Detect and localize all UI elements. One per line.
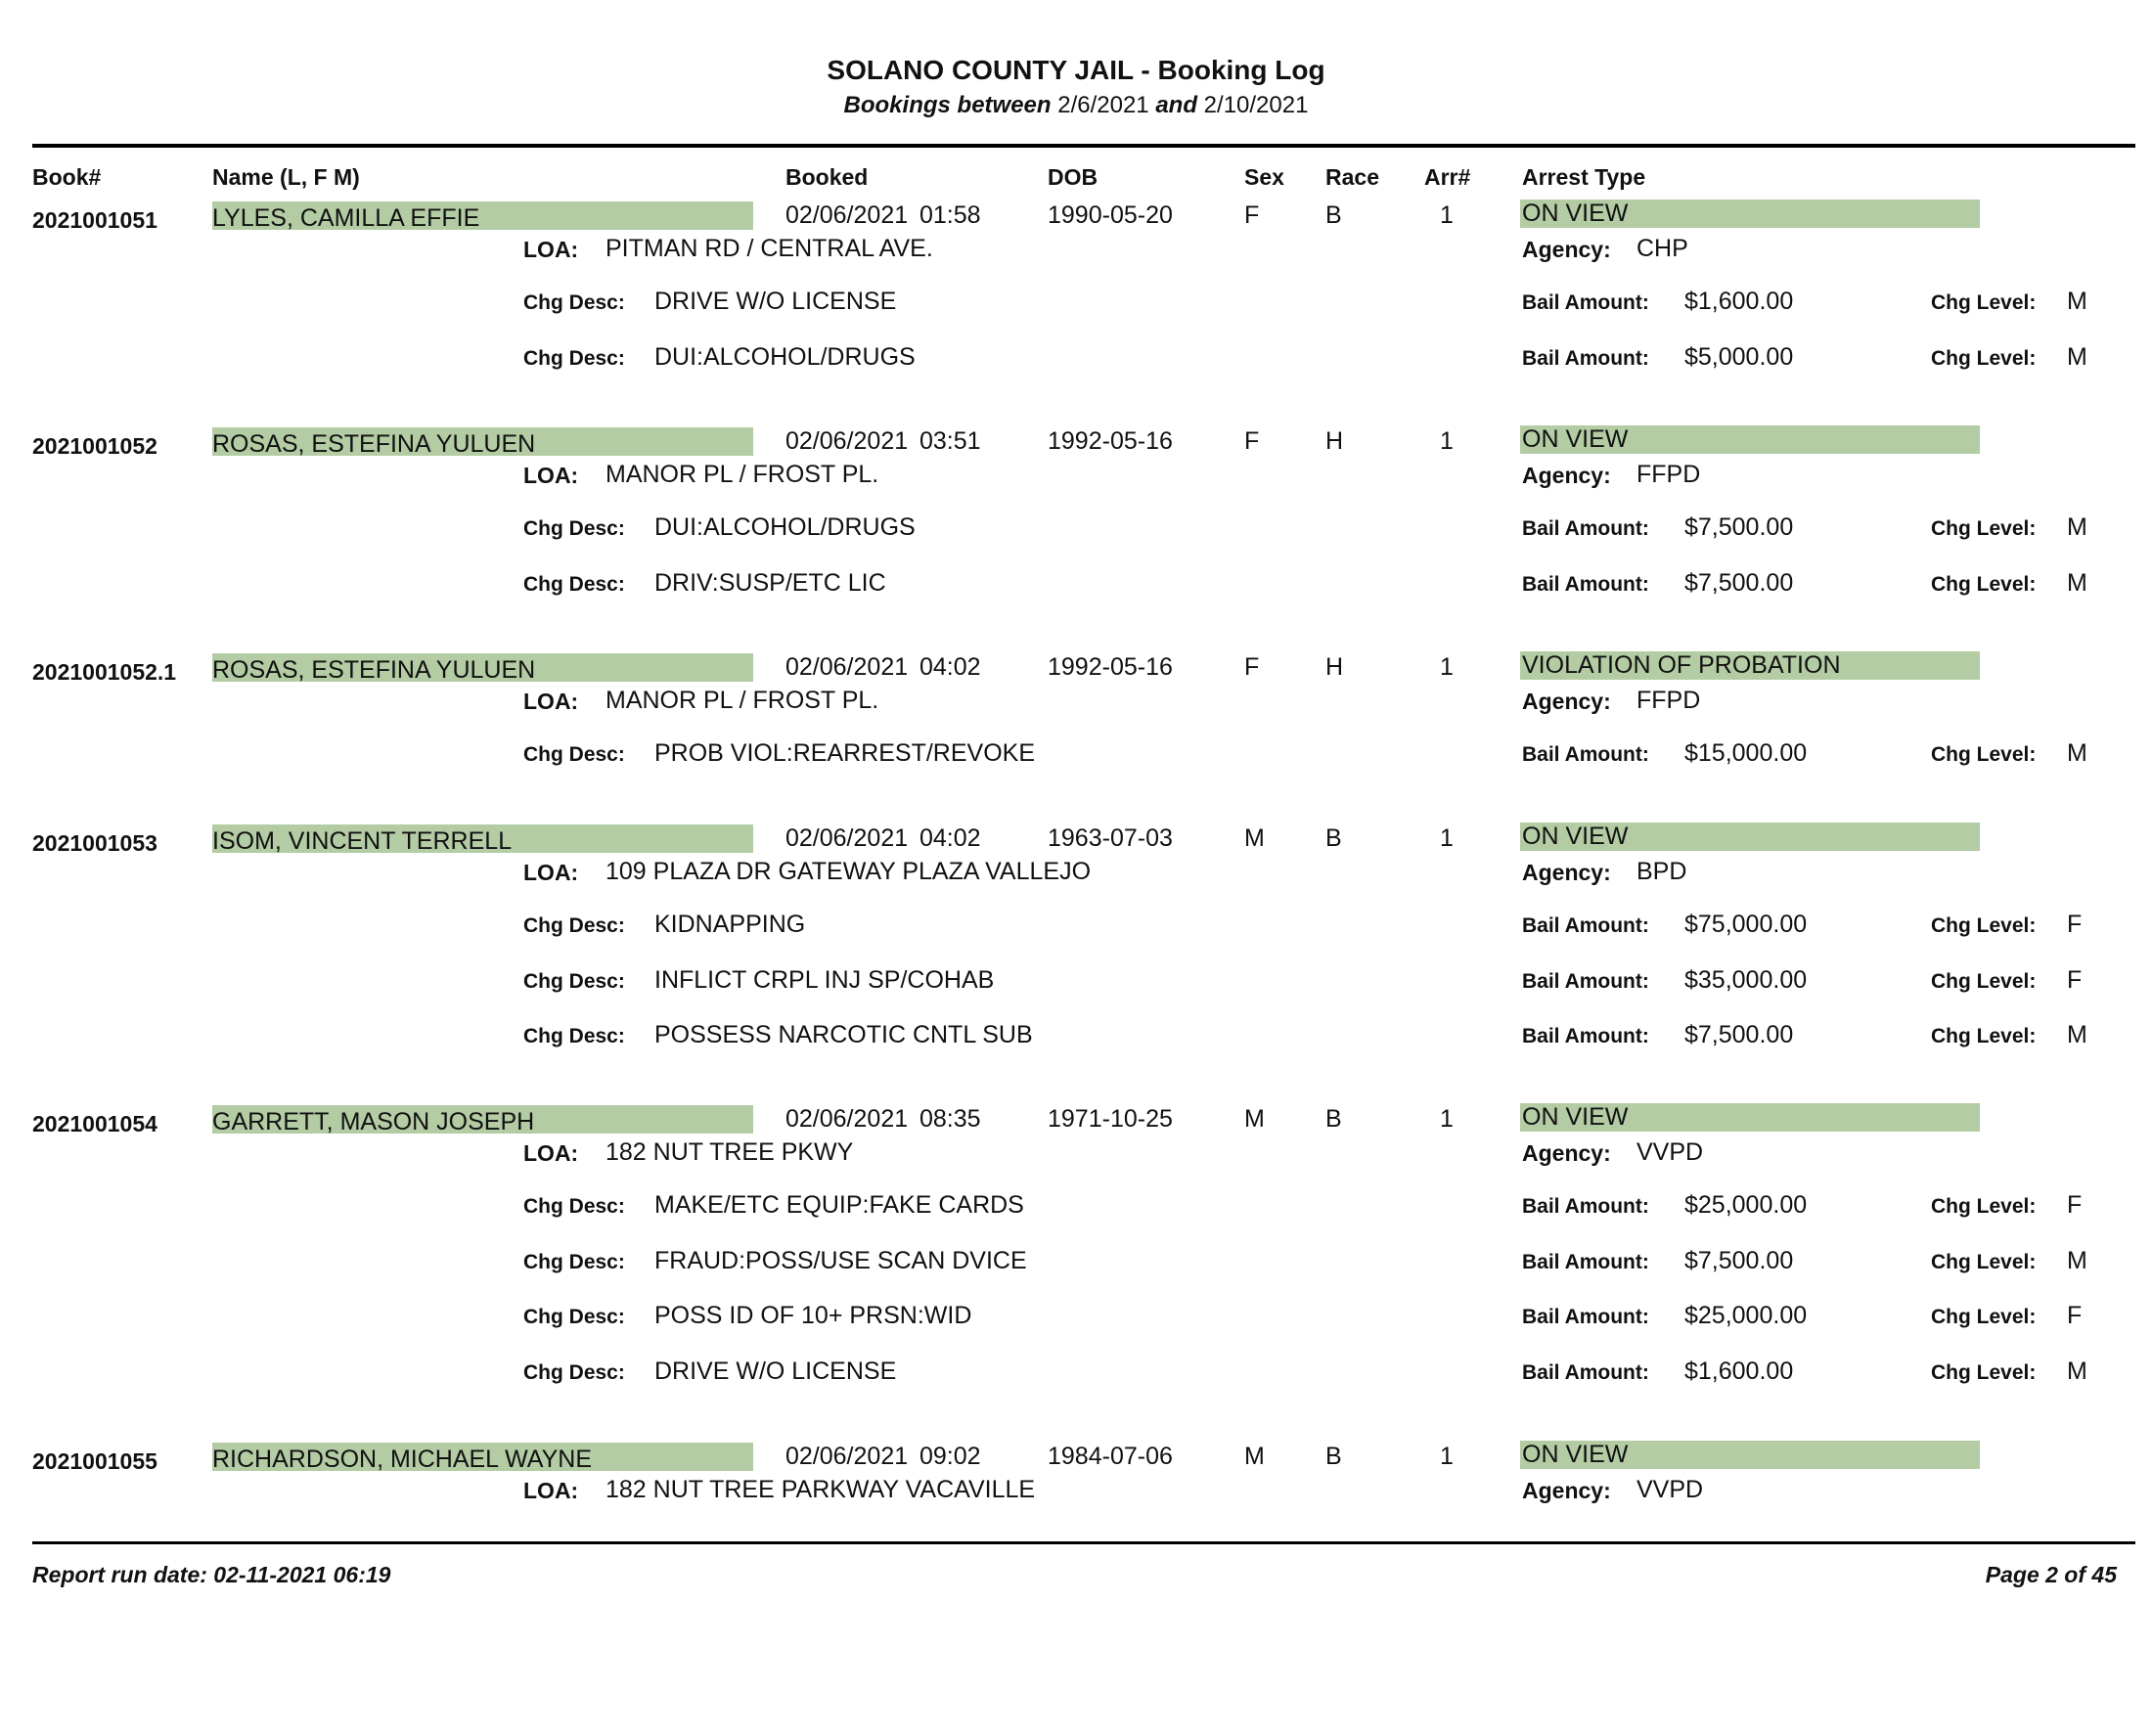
arrest-count: 1 — [1440, 653, 1454, 681]
chg-desc-label: Chg Desc: — [523, 1361, 625, 1384]
bail-amount: $7,500.00 — [1684, 513, 1794, 541]
chg-level-label: Chg Level: — [1931, 347, 2037, 370]
bail-amount-label: Bail Amount: — [1522, 1195, 1649, 1218]
charge-level: M — [2067, 1021, 2087, 1048]
arrest-type: VIOLATION OF PROBATION — [1522, 651, 1841, 679]
agency-label: Agency: — [1522, 860, 1611, 885]
agency-value: VVPD — [1636, 1476, 1704, 1503]
chg-level-label: Chg Level: — [1931, 743, 2037, 766]
agency-value: VVPD — [1636, 1138, 1704, 1166]
book-number: 2021001054 — [32, 1111, 157, 1136]
race: H — [1325, 427, 1344, 455]
book-number: 2021001055 — [32, 1448, 157, 1474]
inmate-name: ISOM, VINCENT TERRELL — [212, 827, 513, 855]
dob: 1984-07-06 — [1048, 1443, 1173, 1470]
loa-value: MANOR PL / FROST PL. — [605, 461, 879, 488]
race: H — [1325, 653, 1344, 681]
chg-desc-label: Chg Desc: — [523, 1025, 625, 1047]
charge-level: F — [2067, 966, 2083, 994]
agency-value: FFPD — [1636, 461, 1701, 488]
dob: 1992-05-16 — [1048, 427, 1173, 455]
booked-date: 02/06/2021 — [785, 1443, 909, 1470]
bail-amount-label: Bail Amount: — [1522, 573, 1649, 596]
dob: 1971-10-25 — [1048, 1105, 1173, 1133]
arrest-count: 1 — [1440, 1105, 1454, 1133]
booking-record — [0, 1443, 2152, 1736]
loa-value: 109 PLAZA DR GATEWAY PLAZA VALLEJO — [605, 858, 1092, 885]
charge-level: M — [2067, 1247, 2087, 1274]
chg-desc-label: Chg Desc: — [523, 517, 625, 540]
chg-desc-label: Chg Desc: — [523, 743, 625, 766]
inmate-name: ROSAS, ESTEFINA YULUEN — [212, 430, 536, 458]
charge-description: INFLICT CRPL INJ SP/COHAB — [654, 966, 995, 994]
charge-description: POSS ID OF 10+ PRSN:WID — [654, 1302, 972, 1329]
arrest-type: ON VIEW — [1522, 1441, 1629, 1468]
bail-amount: $7,500.00 — [1684, 1247, 1794, 1274]
chg-desc-label: Chg Desc: — [523, 573, 625, 596]
col-arr: Arr# — [1424, 164, 1471, 190]
col-race: Race — [1325, 164, 1379, 190]
booked-time: 01:58 — [919, 201, 981, 229]
charge-description: PROB VIOL:REARREST/REVOKE — [654, 739, 1035, 767]
chg-level-label: Chg Level: — [1931, 914, 2037, 937]
dob: 1992-05-16 — [1048, 653, 1173, 681]
chg-desc-label: Chg Desc: — [523, 1306, 625, 1328]
col-booked: Booked — [785, 164, 869, 190]
chg-desc-label: Chg Desc: — [523, 291, 625, 314]
loa-value: PITMAN RD / CENTRAL AVE. — [605, 235, 933, 262]
bail-amount-label: Bail Amount: — [1522, 1025, 1649, 1047]
chg-level-label: Chg Level: — [1931, 291, 2037, 314]
bail-amount: $15,000.00 — [1684, 739, 1808, 767]
book-number: 2021001053 — [32, 830, 157, 856]
booking-record — [0, 824, 2152, 1118]
charge-description: DRIVE W/O LICENSE — [654, 288, 897, 315]
booked-time: 04:02 — [919, 824, 981, 852]
arrest-count: 1 — [1440, 201, 1454, 229]
agency-value: CHP — [1636, 235, 1688, 262]
bail-amount-label: Bail Amount: — [1522, 291, 1649, 314]
report-subtitle — [0, 92, 2152, 119]
loa-label: LOA: — [523, 463, 579, 488]
booked-time: 08:35 — [919, 1105, 981, 1133]
charge-description: KIDNAPPING — [654, 911, 806, 938]
chg-desc-label: Chg Desc: — [523, 347, 625, 370]
arrest-count: 1 — [1440, 824, 1454, 852]
col-name: Name (L, F M) — [212, 164, 360, 190]
agency-label: Agency: — [1522, 689, 1611, 714]
agency-value: BPD — [1636, 858, 1687, 885]
chg-level-label: Chg Level: — [1931, 1306, 2037, 1328]
book-number: 2021001051 — [32, 207, 157, 233]
bail-amount: $25,000.00 — [1684, 1191, 1808, 1219]
loa-value: 182 NUT TREE PARKWAY VACAVILLE — [605, 1476, 1036, 1503]
chg-level-label: Chg Level: — [1931, 1195, 2037, 1218]
bail-amount-label: Bail Amount: — [1522, 970, 1649, 993]
col-sex: Sex — [1244, 164, 1284, 190]
bail-amount-label: Bail Amount: — [1522, 347, 1649, 370]
chg-desc-label: Chg Desc: — [523, 970, 625, 993]
loa-value: 182 NUT TREE PKWY — [605, 1138, 854, 1166]
race: B — [1325, 201, 1342, 229]
bail-amount: $75,000.00 — [1684, 911, 1808, 938]
booked-date: 02/06/2021 — [785, 1105, 909, 1133]
sex: M — [1244, 824, 1265, 852]
charge-level: M — [2067, 1358, 2087, 1385]
agency-label: Agency: — [1522, 237, 1611, 262]
dob: 1990-05-20 — [1048, 201, 1173, 229]
loa-label: LOA: — [523, 1140, 579, 1166]
charge-description: POSSESS NARCOTIC CNTL SUB — [654, 1021, 1033, 1048]
report-title: SOLANO COUNTY JAIL - Booking Log — [827, 55, 1325, 85]
bail-amount-label: Bail Amount: — [1522, 517, 1649, 540]
book-number: 2021001052.1 — [32, 659, 177, 685]
bail-amount: $1,600.00 — [1684, 1358, 1794, 1385]
bail-amount: $7,500.00 — [1684, 1021, 1794, 1048]
booked-time: 03:51 — [919, 427, 981, 455]
chg-level-label: Chg Level: — [1931, 517, 2037, 540]
book-number: 2021001052 — [32, 433, 157, 459]
bail-amount: $1,600.00 — [1684, 288, 1794, 315]
booked-time: 09:02 — [919, 1443, 981, 1470]
bail-amount-label: Bail Amount: — [1522, 1361, 1649, 1384]
arrest-type: ON VIEW — [1522, 425, 1629, 453]
sex: M — [1244, 1105, 1265, 1133]
agency-label: Agency: — [1522, 463, 1611, 488]
report-run-date: Report run date: 02-11-2021 06:19 — [32, 1562, 391, 1587]
col-arrest-type: Arrest Type — [1522, 164, 1646, 190]
page-number: Page 2 of 45 — [1985, 1562, 2117, 1587]
chg-level-label: Chg Level: — [1931, 1251, 2037, 1273]
charge-description: MAKE/ETC EQUIP:FAKE CARDS — [654, 1191, 1024, 1219]
bail-amount: $5,000.00 — [1684, 343, 1794, 371]
booked-date: 02/06/2021 — [785, 427, 909, 455]
col-dob: DOB — [1048, 164, 1098, 190]
charge-description: FRAUD:POSS/USE SCAN DVICE — [654, 1247, 1027, 1274]
charge-level: F — [2067, 911, 2083, 938]
sex: F — [1244, 427, 1260, 455]
footer-divider — [32, 1541, 2135, 1544]
loa-label: LOA: — [523, 237, 579, 262]
header-divider — [32, 144, 2135, 148]
booking-record — [0, 1105, 2152, 1399]
sex: F — [1244, 201, 1260, 229]
sex: F — [1244, 653, 1260, 681]
agency-value: FFPD — [1636, 687, 1701, 714]
dob: 1963-07-03 — [1048, 824, 1173, 852]
sex: M — [1244, 1443, 1265, 1470]
booked-date: 02/06/2021 — [785, 201, 909, 229]
bail-amount-label: Bail Amount: — [1522, 1251, 1649, 1273]
race: B — [1325, 1105, 1342, 1133]
bail-amount: $35,000.00 — [1684, 966, 1808, 994]
race: B — [1325, 1443, 1342, 1470]
chg-level-label: Chg Level: — [1931, 573, 2037, 596]
loa-value: MANOR PL / FROST PL. — [605, 687, 879, 714]
arrest-type: ON VIEW — [1522, 200, 1629, 227]
arrest-type: ON VIEW — [1522, 1103, 1629, 1131]
loa-label: LOA: — [523, 860, 579, 885]
chg-desc-label: Chg Desc: — [523, 1195, 625, 1218]
inmate-name: GARRETT, MASON JOSEPH — [212, 1108, 535, 1135]
charge-description: DUI:ALCOHOL/DRUGS — [654, 513, 916, 541]
charge-level: M — [2067, 343, 2087, 371]
bail-amount-label: Bail Amount: — [1522, 1306, 1649, 1328]
chg-level-label: Chg Level: — [1931, 970, 2037, 993]
bail-amount: $25,000.00 — [1684, 1302, 1808, 1329]
chg-level-label: Chg Level: — [1931, 1025, 2037, 1047]
arrest-count: 1 — [1440, 1443, 1454, 1470]
chg-level-label: Chg Level: — [1931, 1361, 2037, 1384]
subtitle-prefix: Bookings between — [843, 92, 1052, 118]
bail-amount: $7,500.00 — [1684, 569, 1794, 597]
loa-label: LOA: — [523, 1478, 579, 1503]
end-date: 2/10/2021 — [1203, 92, 1309, 118]
charge-level: M — [2067, 513, 2087, 541]
loa-label: LOA: — [523, 689, 579, 714]
booked-time: 04:02 — [919, 653, 981, 681]
inmate-name: RICHARDSON, MICHAEL WAYNE — [212, 1446, 593, 1473]
booked-date: 02/06/2021 — [785, 824, 909, 852]
race: B — [1325, 824, 1342, 852]
arrest-count: 1 — [1440, 427, 1454, 455]
col-book: Book# — [32, 164, 102, 190]
inmate-name: ROSAS, ESTEFINA YULUEN — [212, 656, 536, 684]
agency-label: Agency: — [1522, 1478, 1611, 1503]
bail-amount-label: Bail Amount: — [1522, 743, 1649, 766]
charge-description: DUI:ALCOHOL/DRUGS — [654, 343, 916, 371]
charge-level: F — [2067, 1191, 2083, 1219]
charge-description: DRIV:SUSP/ETC LIC — [654, 569, 886, 597]
charge-level: M — [2067, 288, 2087, 315]
charge-level: F — [2067, 1302, 2083, 1329]
chg-desc-label: Chg Desc: — [523, 914, 625, 937]
inmate-name: LYLES, CAMILLA EFFIE — [212, 204, 480, 232]
start-date: 2/6/2021 — [1057, 92, 1149, 118]
charge-level: M — [2067, 739, 2087, 767]
charge-description: DRIVE W/O LICENSE — [654, 1358, 897, 1385]
subtitle-and: and — [1155, 92, 1197, 118]
booked-date: 02/06/2021 — [785, 653, 909, 681]
chg-desc-label: Chg Desc: — [523, 1251, 625, 1273]
arrest-type: ON VIEW — [1522, 823, 1629, 850]
charge-level: M — [2067, 569, 2087, 597]
agency-label: Agency: — [1522, 1140, 1611, 1166]
bail-amount-label: Bail Amount: — [1522, 914, 1649, 937]
